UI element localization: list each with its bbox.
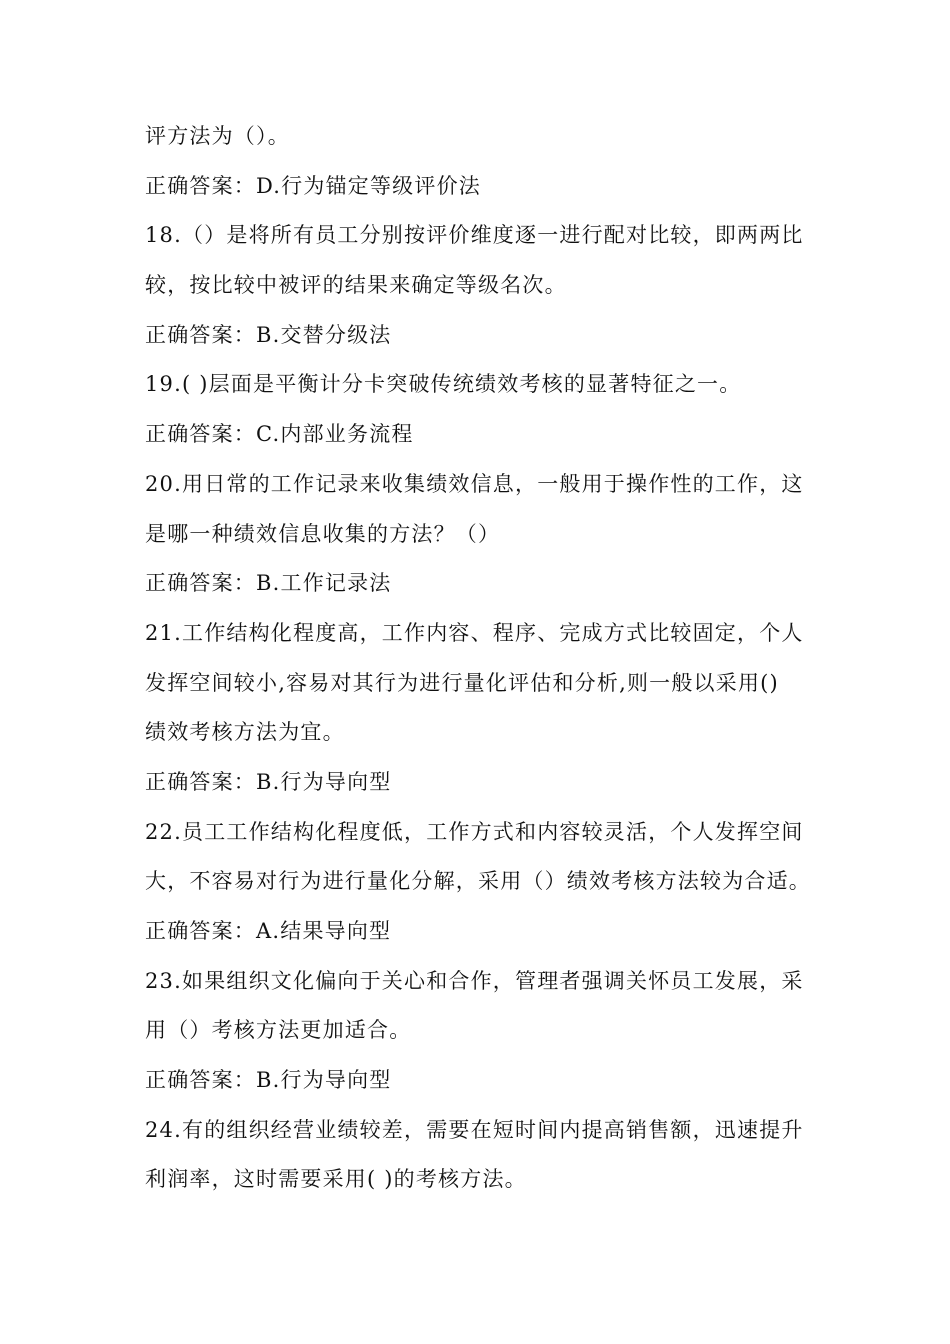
answer-20: 正确答案：B.工作记录法 [145,571,392,596]
question-20-line-2: 是哪一种绩效信息收集的方法？（） [145,521,501,546]
question-23-line-2: 用（）考核方法更加适合。 [145,1018,412,1043]
question-21-line-3: 绩效考核方法为宜。 [145,720,345,745]
answer-21: 正确答案：B.行为导向型 [145,769,392,794]
question-19: 19.( )层面是平衡计分卡突破传统绩效考核的显著特征之一。 [145,372,742,397]
document-body [145,112,810,1205]
answer-17: 正确答案：D.行为锚定等级评价法 [145,173,481,198]
answer-18: 正确答案：B.交替分级法 [145,322,392,347]
question-22-line-1: 22.员工工作结构化程度低，工作方式和内容较灵活，个人发挥空间 [145,819,804,844]
question-21-line-2: 发挥空间较小,容易对其行为进行量化评估和分析,则一般以采用() [145,670,779,695]
question-23-line-1: 23.如果组织文化偏向于关心和合作，管理者强调关怀员工发展，采 [145,968,804,993]
question-20-line-1: 20.用日常的工作记录来收集绩效信息，一般用于操作性的工作，这 [145,471,804,496]
question-24-line-1: 24.有的组织经营业绩较差，需要在短时间内提高销售额，迅速提升 [145,1117,804,1142]
question-17-continuation: 评方法为（）。 [145,124,290,148]
answer-22: 正确答案：A.结果导向型 [145,919,392,943]
question-22-line-2: 大，不容易对行为进行量化分解，采用（）绩效考核方法较为合适。 [145,869,811,894]
question-21-line-1: 21.工作结构化程度高，工作内容、程序、完成方式比较固定，个人 [145,620,804,645]
question-18-line-2: 较，按比较中被评的结果来确定等级名次。 [145,273,567,298]
answer-19: 正确答案：C.内部业务流程 [145,422,414,447]
question-18-line-1: 18.（）是将所有员工分别按评价维度逐一进行配对比较，即两两比 [145,223,804,248]
answer-23: 正确答案：B.行为导向型 [145,1068,392,1093]
question-24-line-2: 利润率，这时需要采用( )的考核方法。 [145,1167,527,1192]
